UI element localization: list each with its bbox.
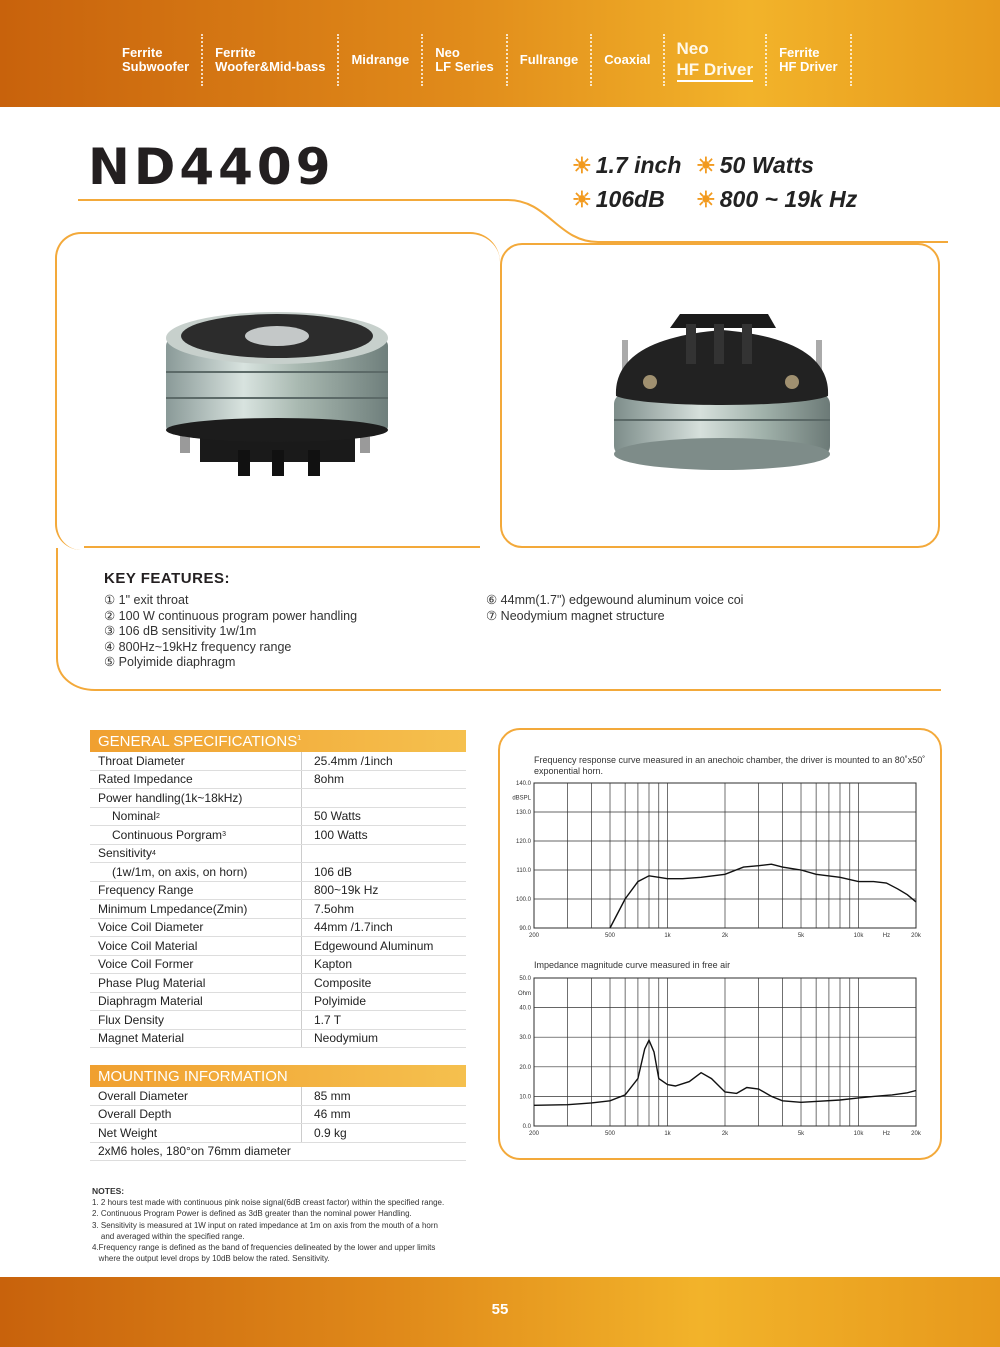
- notes-title: NOTES:: [92, 1186, 125, 1196]
- spec-row: [90, 808, 466, 827]
- spec-row: [90, 1030, 466, 1049]
- feature-item: ③ 106 dB sensitivity 1w/1m: [104, 624, 257, 638]
- nav-item-neo-hf-bottom: HF Driver: [677, 59, 754, 82]
- x-tick-label: 10k: [853, 933, 864, 939]
- spec-label: Flux Density: [90, 1011, 302, 1029]
- spec-label: Power handling(1k~18kHz): [90, 789, 302, 807]
- spec-value: 44mm /1.7inch: [314, 920, 393, 935]
- spec-value: Neodymium: [314, 1031, 379, 1046]
- spec-value: 800~19k Hz: [314, 883, 379, 898]
- x-tick-label: 1k: [664, 1131, 671, 1137]
- y-tick-label: 20.0: [519, 1064, 531, 1071]
- driver-photo-front: [160, 300, 400, 485]
- y-tick-label: 30.0: [519, 1035, 531, 1042]
- x-tick-label: 200: [528, 1131, 540, 1137]
- spec-row: [90, 1011, 466, 1030]
- x-tick-label: Hz: [882, 1131, 891, 1137]
- spec-label: Throat Diameter: [90, 752, 302, 770]
- feature-item: ⑥ 44mm(1.7") edgewound aluminum voice coi: [486, 593, 744, 607]
- x-tick-label: 20k: [911, 1131, 921, 1137]
- spec-size: ☀ 1.7 inch: [572, 152, 682, 178]
- note-line: 2. Continuous Program Power is defined as 3dB greater than the nominal power Handling.: [92, 1209, 412, 1219]
- spec-value: Kapton: [314, 957, 353, 972]
- nav-item-neo-hf[interactable]: [663, 34, 766, 86]
- nav-item-midrange[interactable]: Midrange: [337, 34, 421, 86]
- spec-label: Frequency Range: [90, 882, 302, 900]
- y-axis-label: Ohm: [517, 990, 531, 997]
- y-tick-label: 120.0: [515, 839, 531, 845]
- spec-value: 106 dB: [314, 864, 353, 879]
- general-specs-table: [90, 752, 466, 1048]
- x-tick-label: 500: [604, 1131, 616, 1137]
- y-tick-label: 140.0: [515, 781, 531, 787]
- x-tick-label: 10k: [853, 1131, 864, 1137]
- spec-row: [90, 882, 466, 901]
- key-features: [104, 570, 743, 671]
- mounting-title: MOUNTING INFORMATION: [90, 1065, 466, 1087]
- x-tick-label: 2k: [721, 933, 729, 939]
- y-tick-label: 130.0: [515, 810, 531, 816]
- y-tick-label: 90.0: [519, 926, 531, 932]
- feature-item: ② 100 W continuous program power handling: [104, 608, 358, 623]
- y-tick-label: 110.0: [516, 868, 531, 874]
- key-features-title: KEY FEATURES:: [104, 570, 230, 587]
- spec-label: Diaphragm Material: [90, 993, 302, 1011]
- spec-value: 100 Watts: [314, 827, 368, 842]
- sun-icon: ☀: [572, 186, 592, 212]
- feature-item: ⑦ Neodymium magnet structure: [486, 608, 665, 623]
- y-axis-label: dBSPL: [512, 795, 531, 802]
- spec-label: Net Weight: [90, 1124, 302, 1142]
- spec-label: Rated Impedance: [90, 771, 302, 789]
- y-tick-label: 50.0: [519, 976, 531, 982]
- spec-value: 25.4mm /1inch: [314, 753, 393, 768]
- spec-value: Polyimide: [314, 994, 367, 1009]
- nav-item-ferrite-hf[interactable]: Ferrite HF Driver: [765, 34, 852, 86]
- category-nav: [110, 34, 852, 86]
- spec-row: [90, 752, 466, 771]
- x-tick-label: Hz: [882, 933, 891, 939]
- general-specs-title: GENERAL SPECIFICATIONS$^1$: [90, 730, 466, 752]
- y-tick-label: 0.0: [522, 1124, 531, 1130]
- page-number: 55: [491, 1301, 509, 1318]
- nav-item-ferrite-woofer[interactable]: Ferrite Woofer&Mid-bass: [201, 34, 337, 86]
- spec-row: [90, 1124, 466, 1143]
- mounting-table: [90, 1087, 466, 1161]
- spec-power: ☀ 50 Watts: [696, 152, 814, 178]
- spec-label: Voice Coil Material: [90, 937, 302, 955]
- spec-row: [90, 974, 466, 993]
- x-tick-label: 500: [604, 933, 616, 939]
- spec-label: Overall Diameter: [90, 1087, 302, 1105]
- y-tick-label: 40.0: [519, 1005, 531, 1012]
- data-line: [610, 864, 916, 928]
- sun-icon: ☀: [696, 152, 716, 178]
- notes: [92, 1186, 444, 1264]
- x-tick-label: 5k: [797, 933, 805, 939]
- feature-item: ⑤ Polyimide diaphragm: [104, 655, 236, 669]
- frequency-response-chart: [510, 776, 930, 946]
- spec-label: Voice Coil Diameter: [90, 919, 302, 937]
- spec-row: [90, 919, 466, 938]
- feature-item: ④ 800Hz~19kHz frequency range: [104, 639, 292, 654]
- note-line: 1. 2 hours test made with continuous pink noise signal(6dB creast factor) within the specified range.: [92, 1198, 445, 1208]
- spec-value: 50 Watts: [314, 809, 361, 824]
- feature-item: ① 1" exit throat: [104, 593, 189, 607]
- spec-value: 8ohm: [314, 772, 345, 787]
- spec-row: [90, 1087, 466, 1106]
- spec-value: 7.5ohm: [314, 901, 355, 916]
- spec-row: [90, 956, 466, 975]
- spec-value: 0.9 kg: [314, 1125, 347, 1140]
- spec-sensitivity: ☀ 106dB: [572, 186, 665, 212]
- spec-row: [90, 900, 466, 919]
- spec-value: Composite: [314, 975, 372, 990]
- spec-value: 85 mm: [314, 1088, 351, 1103]
- x-tick-label: 2k: [721, 1131, 729, 1137]
- spec-row: [90, 937, 466, 956]
- note-line: 3. Sensitivity is measured at 1W input on rated impedance at 1m on axis from the mouth of a horn: [92, 1220, 438, 1230]
- x-tick-label: 5k: [797, 1131, 805, 1137]
- x-tick-label: 200: [528, 933, 540, 939]
- y-tick-label: 10.0: [519, 1094, 531, 1101]
- spec-label: Magnet Material: [90, 1030, 302, 1048]
- spec-row: [90, 789, 466, 808]
- spec-value: 1.7 T: [314, 1012, 342, 1027]
- spec-frequency: ☀ 800 ~ 19k Hz: [696, 186, 858, 212]
- spec-row: [90, 863, 466, 882]
- spec-label: (1w/1m, on axis, on horn): [90, 863, 302, 881]
- nav-item-fullrange[interactable]: Fullrange: [506, 34, 591, 86]
- x-tick-label: 1k: [664, 933, 671, 939]
- nav-item-ferrite-subwoofer[interactable]: Ferrite Subwoofer: [122, 45, 190, 74]
- spec-label: Continuous Porgram 3: [90, 826, 302, 844]
- note-line: and averaged within the specified range.: [92, 1231, 245, 1241]
- nav-item-coaxial[interactable]: Coaxial: [590, 34, 662, 86]
- spec-row: [90, 1106, 466, 1125]
- sun-icon: ☀: [696, 186, 716, 212]
- freq-chart-title: Frequency response curve measured in an anechoic chamber, the driver is mounted to an 80˚x50˚ exponential horn.: [534, 755, 926, 776]
- spec-value: 46 mm: [314, 1107, 351, 1122]
- mounting-note: 2xM6 holes, 180°on 76mm diameter: [90, 1143, 466, 1162]
- note-line: where the output level drops by 10dB below the rated. Sensitivity.: [92, 1254, 330, 1264]
- spec-label: Sensitivity 4: [90, 845, 302, 863]
- y-tick-label: 100.0: [515, 897, 531, 903]
- note-line: 4.Frequency range is defined as the band of frequencies delineated by the lower and upper limits: [92, 1243, 436, 1253]
- nav-item-neo-lf[interactable]: Neo LF Series: [421, 34, 506, 86]
- spec-row: [90, 826, 466, 845]
- spec-label: Voice Coil Former: [90, 956, 302, 974]
- spec-label: Nominal 2: [90, 808, 302, 826]
- driver-photo-back: [610, 308, 835, 478]
- spec-label: Phase Plug Material: [90, 974, 302, 992]
- impedance-chart-title: Impedance magnitude curve measured in free air: [534, 960, 731, 970]
- nav-item-neo-hf-top: Neo: [676, 39, 709, 58]
- sun-icon: ☀: [572, 152, 592, 178]
- spec-value: Edgewound Aluminum: [314, 938, 434, 953]
- spec-row: [90, 993, 466, 1012]
- spec-row: [90, 845, 466, 864]
- spec-row: [90, 771, 466, 790]
- x-tick-label: 20k: [911, 933, 921, 939]
- spec-label: Minimum Lmpedance(Zmin): [90, 900, 302, 918]
- model-title: ND4409: [88, 138, 335, 196]
- spec-label: Overall Depth: [90, 1106, 302, 1124]
- impedance-chart: [510, 972, 930, 1144]
